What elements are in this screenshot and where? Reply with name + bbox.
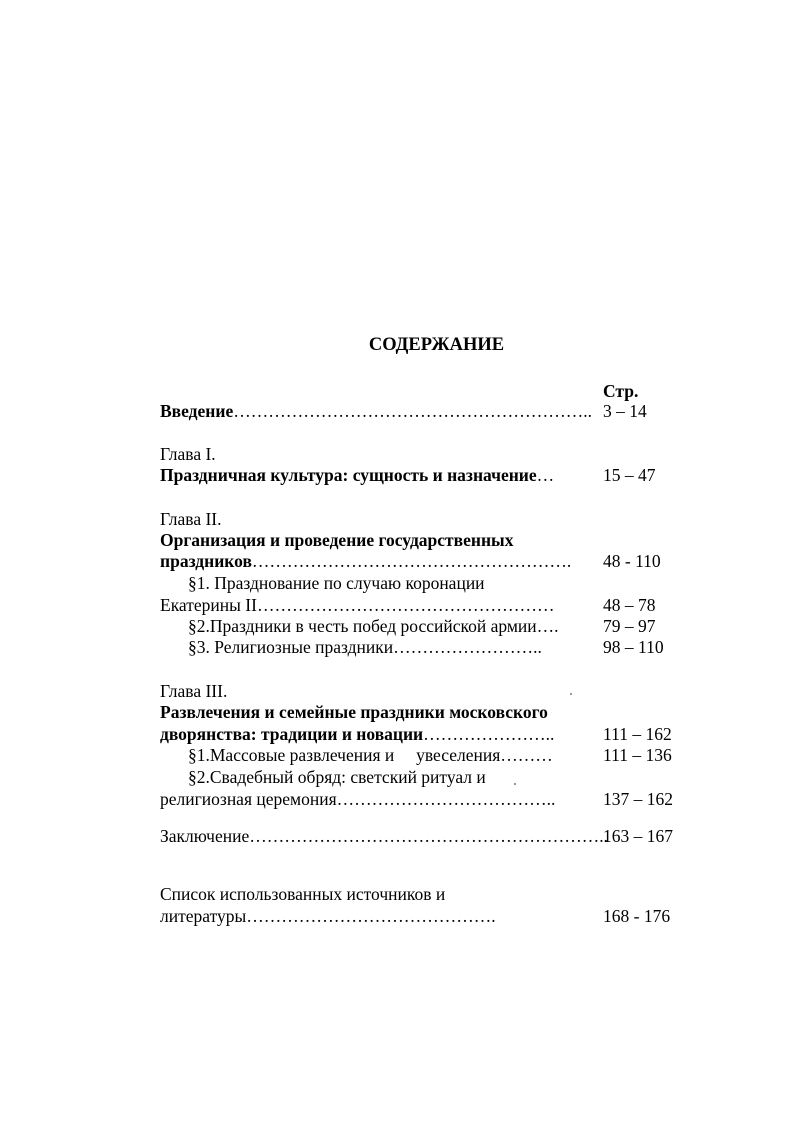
toc-entry-label: религиозная церемония bbox=[160, 789, 337, 809]
page-number: 15 – 47 bbox=[603, 465, 656, 485]
toc-entry-label: §1.Массовые развлечения и увеселения bbox=[188, 745, 501, 765]
toc-section-3-1[interactable] bbox=[188, 744, 553, 766]
toc-entry-conclusion[interactable] bbox=[160, 825, 608, 847]
chapter-heading: Глава I. bbox=[160, 444, 216, 464]
dot-leader: ……… bbox=[500, 745, 553, 765]
dot-leader: ………………….. bbox=[423, 724, 555, 744]
page-number: 137 – 162 bbox=[603, 789, 673, 809]
dot-leader: ………………………………………………. bbox=[251, 551, 572, 571]
toc-section-2-3[interactable] bbox=[188, 636, 542, 658]
toc-entry-label: Екатерины II bbox=[160, 595, 257, 615]
toc-entry-label: праздников bbox=[160, 551, 252, 571]
page-number: 3 – 14 bbox=[603, 401, 647, 421]
page-number: 163 – 167 bbox=[603, 826, 673, 846]
page-number: 111 – 162 bbox=[603, 724, 672, 744]
page-number: 98 – 110 bbox=[603, 637, 664, 657]
toc-entry-chapter1[interactable] bbox=[160, 464, 554, 486]
toc-entry-label: Заключение bbox=[160, 826, 250, 846]
toc-entry-label: Введение bbox=[160, 401, 234, 421]
toc-entry-chapter2-title[interactable]: Организация и проведение государственных bbox=[160, 530, 514, 550]
toc-entry-chapter2[interactable] bbox=[160, 550, 571, 572]
page-number: 168 - 176 bbox=[603, 906, 671, 926]
toc-entry-intro[interactable] bbox=[160, 400, 592, 422]
chapter-heading: Глава II. bbox=[160, 509, 222, 529]
page-number: 48 – 78 bbox=[603, 595, 656, 615]
page-number: 48 - 110 bbox=[603, 551, 661, 571]
toc-section-2-1[interactable]: §1. Празднование по случаю коронации bbox=[188, 573, 485, 593]
dot-leader: … bbox=[536, 465, 555, 485]
toc-entry-chapter3[interactable] bbox=[160, 723, 554, 745]
scan-speck bbox=[514, 783, 516, 785]
dot-leader: …………………………………………… bbox=[256, 595, 555, 615]
toc-section-2-2[interactable] bbox=[188, 615, 559, 637]
toc-section-3-2[interactable]: §2.Свадебный обряд: светский ритуал и bbox=[188, 767, 486, 787]
dot-leader: …. bbox=[536, 616, 559, 636]
dot-leader: ……………………………….. bbox=[336, 789, 556, 809]
toc-entry-label: §3. Религиозные праздники bbox=[188, 637, 394, 657]
toc-entry-label: §2.Праздники в честь побед российской армии bbox=[188, 616, 537, 636]
toc-section-3-2-cont[interactable] bbox=[160, 788, 555, 810]
toc-entry-chapter3-title[interactable]: Развлечения и семейные праздники московского bbox=[160, 702, 548, 722]
page-title: СОДЕРЖАНИЕ bbox=[368, 335, 505, 355]
dot-leader: ……………………………………. bbox=[246, 906, 496, 926]
page-number: 111 – 136 bbox=[603, 745, 672, 765]
page-number: 79 – 97 bbox=[603, 616, 656, 636]
scan-speck bbox=[570, 693, 572, 695]
toc-entry-bibliography[interactable] bbox=[160, 905, 496, 927]
toc-section-2-1-cont[interactable] bbox=[160, 594, 554, 616]
toc-entry-label: дворянства: традиции и новации bbox=[160, 724, 424, 744]
dot-leader: …………………….. bbox=[393, 637, 542, 657]
page-column-header: Стр. bbox=[603, 381, 639, 401]
dot-leader: …………………………………………………….. bbox=[249, 826, 608, 846]
toc-entry-label: Праздничная культура: сущность и назначение bbox=[160, 465, 537, 485]
dot-leader: …………………………………………………….. bbox=[233, 401, 592, 421]
chapter-heading: Глава III. bbox=[160, 681, 228, 701]
toc-entry-bibliography-title[interactable]: Список использованных источников и bbox=[160, 884, 446, 904]
toc-entry-label: литературы bbox=[160, 906, 247, 926]
